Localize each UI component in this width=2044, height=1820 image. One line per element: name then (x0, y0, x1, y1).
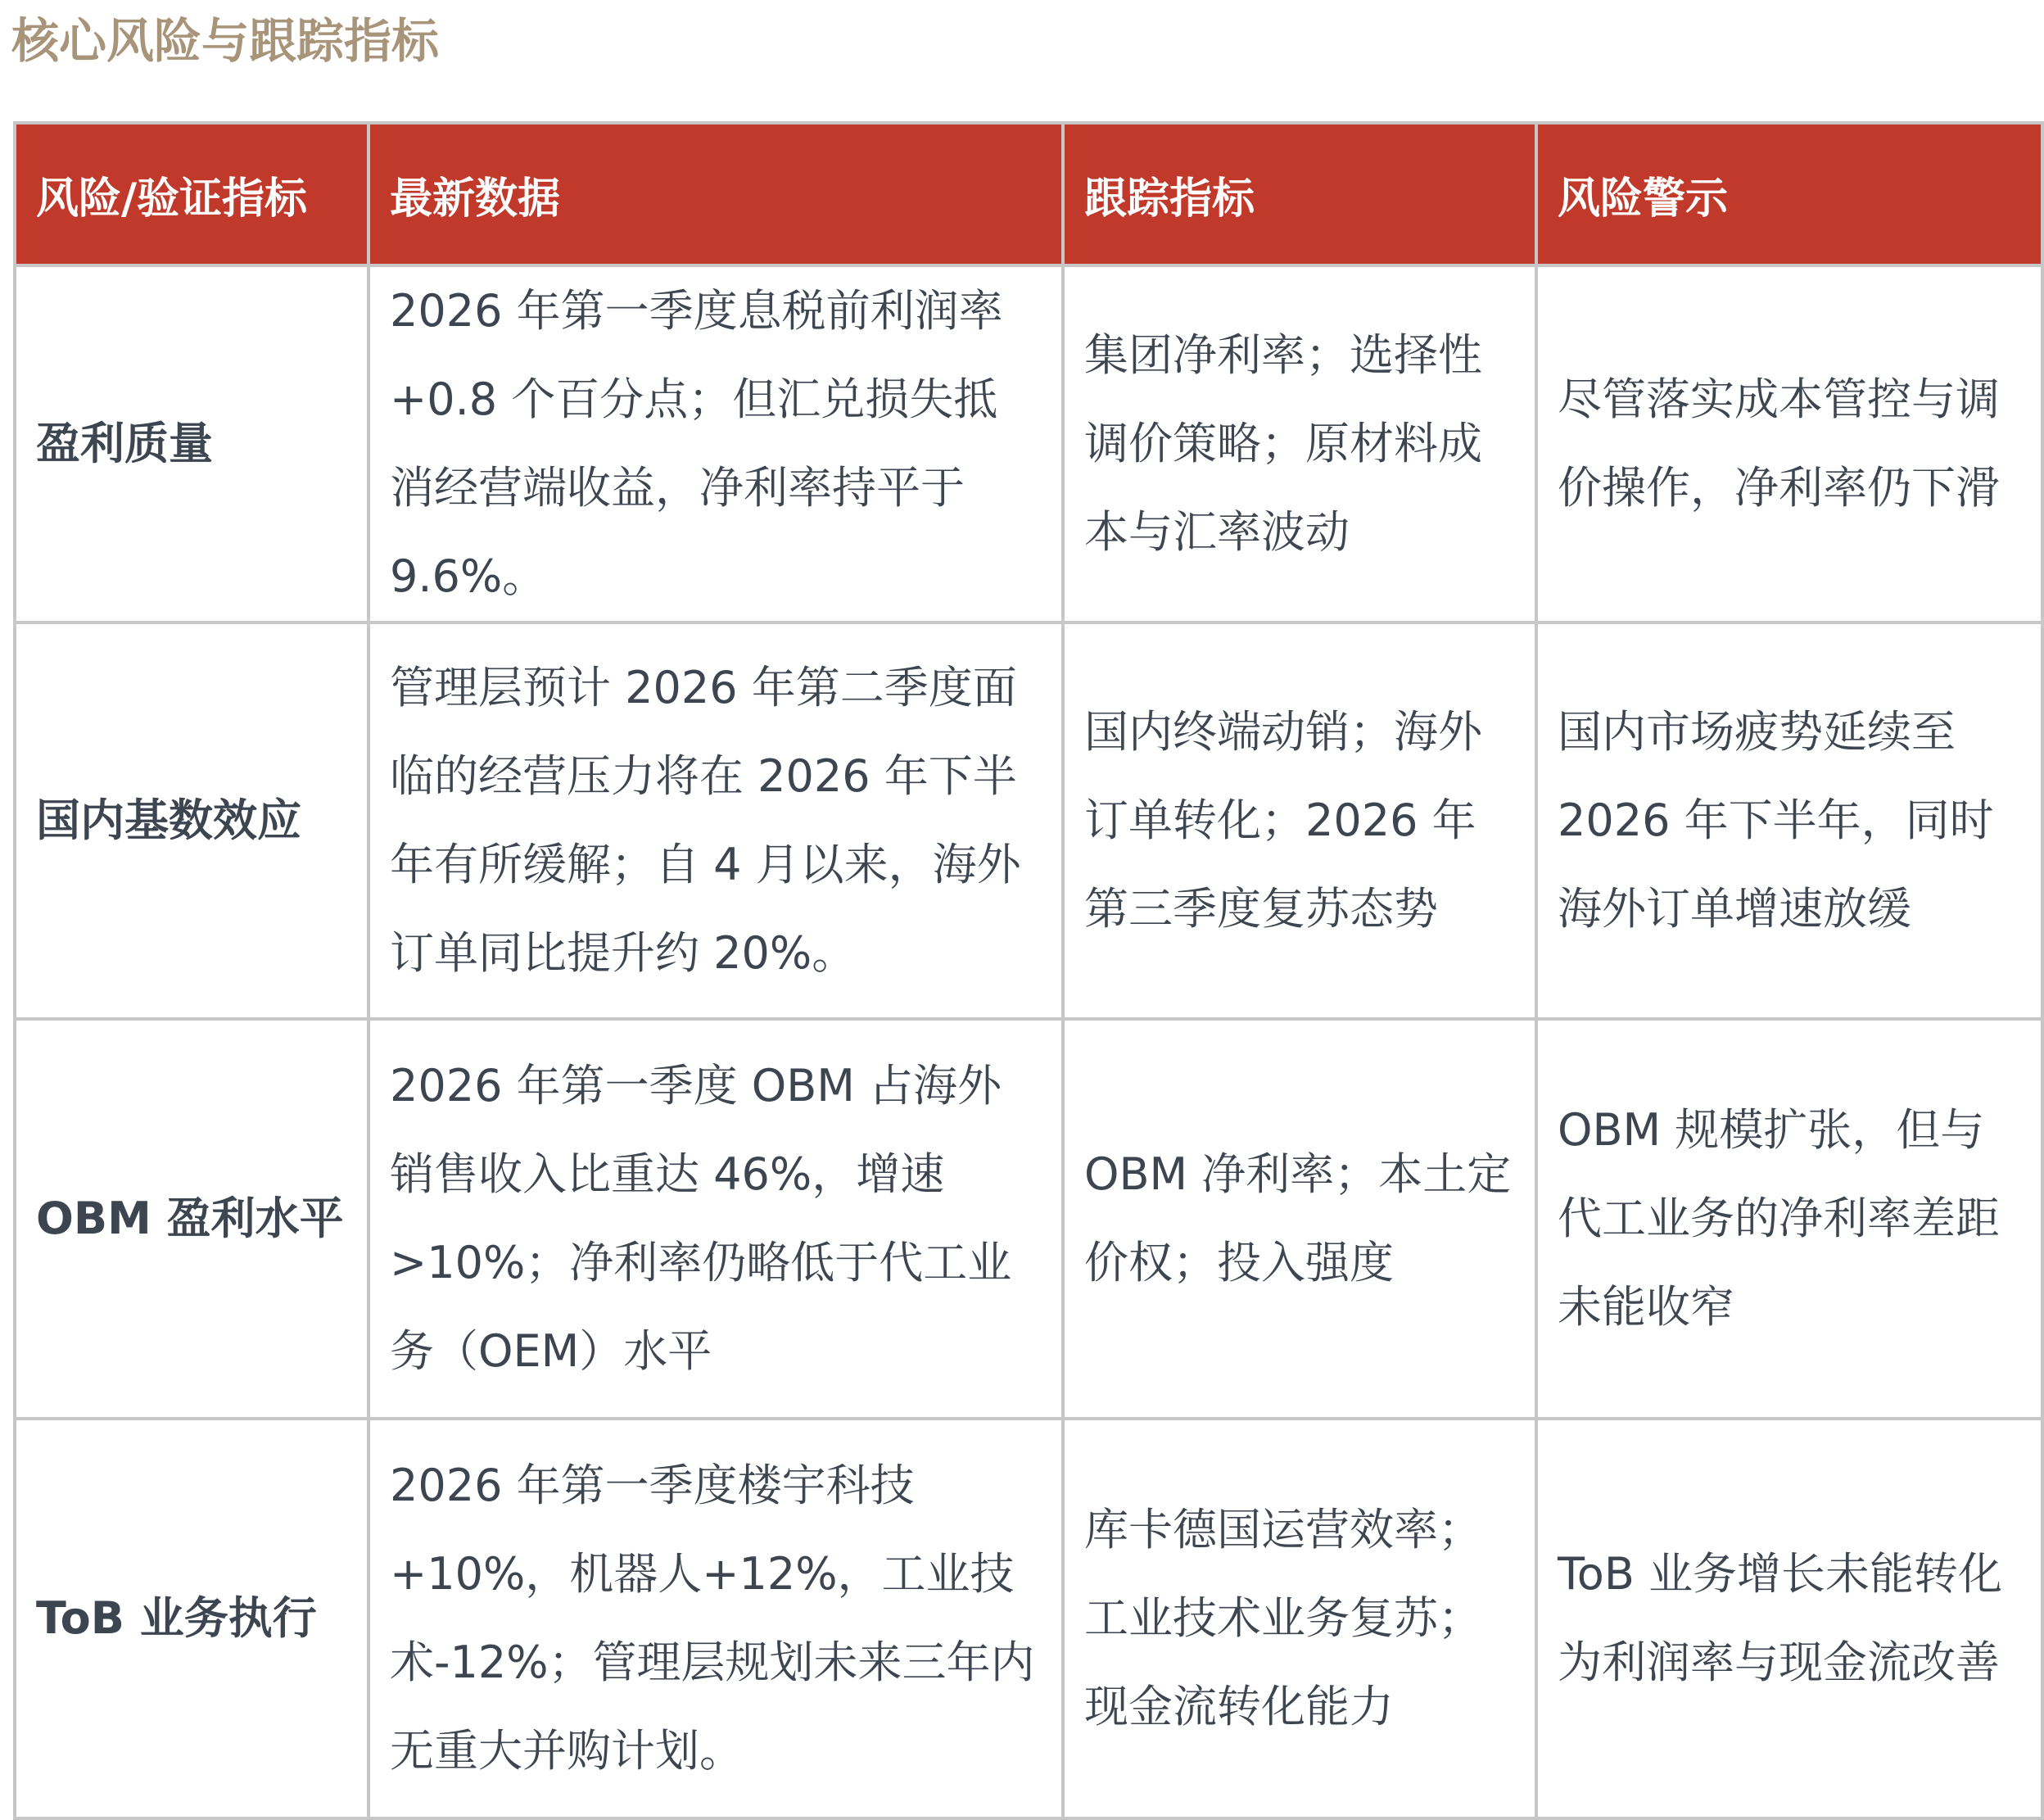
risk-table (13, 121, 2044, 1820)
warning-cell: OBM 规模扩张，但与代工业务的净利率差距未能收窄 (1536, 1019, 2042, 1419)
row-label: ToB 业务执行 (15, 1419, 369, 1818)
warning-cell: 尽管落实成本管控与调价操作，净利率仍下滑 (1536, 265, 2042, 623)
table-row (15, 1019, 2042, 1419)
row-label: OBM 盈利水平 (15, 1019, 369, 1419)
latest-data-cell: 2026 年第一季度楼宇科技+10%，机器人+12%，工业技术-12%；管理层规划未来三年内无重大并购计划。 (369, 1419, 1063, 1818)
header-risk-warning: 风险警示 (1536, 123, 2042, 265)
latest-data-cell: 2026 年第一季度 OBM 占海外销售收入比重达 46%，增速>10%；净利率仍略低于代工业务（OEM）水平 (369, 1019, 1063, 1419)
table-row (15, 1419, 2042, 1818)
tracking-cell: 库卡德国运营效率；工业技术业务复苏；现金流转化能力 (1063, 1419, 1536, 1818)
header-tracking-indicator: 跟踪指标 (1063, 123, 1536, 265)
row-label: 盈利质量 (15, 265, 369, 623)
latest-data-cell: 2026 年第一季度息税前利润率+0.8 个百分点；但汇兑损失抵消经营端收益，净利率持平于 9.6%。 (369, 265, 1063, 623)
warning-cell: 国内市场疲势延续至 2026 年下半年，同时海外订单增速放缓 (1536, 623, 2042, 1019)
table-header-row (15, 123, 2042, 265)
row-label: 国内基数效应 (15, 623, 369, 1019)
page-title: 核心风险与跟踪指标 (11, 13, 440, 69)
warning-cell: ToB 业务增长未能转化为利润率与现金流改善 (1536, 1419, 2042, 1818)
tracking-cell: 集团净利率；选择性调价策略；原材料成本与汇率波动 (1063, 265, 1536, 623)
header-risk-indicator: 风险/验证指标 (15, 123, 369, 265)
latest-data-cell: 管理层预计 2026 年第二季度面临的经营压力将在 2026 年下半年有所缓解；自 4 月以来，海外订单同比提升约 20%。 (369, 623, 1063, 1019)
table-row (15, 623, 2042, 1019)
table-row (15, 265, 2042, 623)
tracking-cell: 国内终端动销；海外订单转化；2026 年第三季度复苏态势 (1063, 623, 1536, 1019)
tracking-cell: OBM 净利率；本土定价权；投入强度 (1063, 1019, 1536, 1419)
header-latest-data: 最新数据 (369, 123, 1063, 265)
